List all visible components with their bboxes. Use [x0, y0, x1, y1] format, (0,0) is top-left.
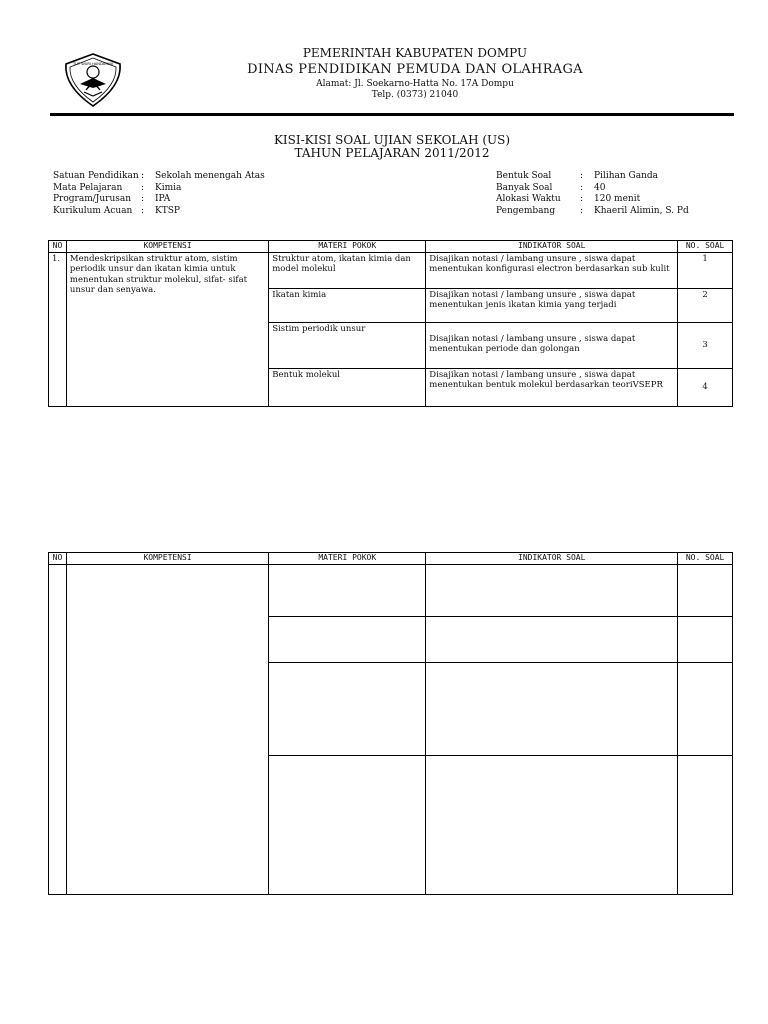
- col-header-materi: MATERI POKOK: [269, 241, 426, 253]
- cell-indikator: Disajikan notasi / lambang unsure , siswa dapat menentukan periode dan golongan: [426, 322, 678, 368]
- cell-no-soal: 4: [678, 368, 733, 406]
- info-row: [496, 206, 689, 218]
- cell-no-soal: [678, 755, 733, 894]
- cell-no-soal: 2: [678, 288, 733, 322]
- cell-no-soal: [678, 616, 733, 662]
- cell-no-soal: 1: [678, 252, 733, 288]
- col-header-materi: MATERI POKOK: [269, 553, 426, 565]
- info-key: Satuan Pendidikan: [53, 171, 139, 181]
- info-colon: :: [580, 205, 584, 216]
- cell-indikator: [426, 662, 678, 755]
- table-header-row: [49, 553, 733, 565]
- document-title: KISI-KISI SOAL UJIAN SEKOLAH (US): [273, 133, 511, 147]
- cell-materi: [269, 755, 426, 894]
- cell-materi: [269, 616, 426, 662]
- info-value: IPA: [155, 194, 171, 204]
- info-row: [496, 171, 689, 183]
- info-colon: :: [580, 194, 584, 204]
- info-value: 40: [594, 182, 606, 193]
- col-header-kompetensi: KOMPETENSI: [66, 553, 268, 565]
- cell-materi: Ikatan kimia: [269, 288, 426, 322]
- col-header-indikator: INDIKATOR SOAL: [426, 241, 678, 253]
- info-key: Mata Pelajaran: [53, 182, 123, 193]
- col-header-no-soal: NO. SOAL: [678, 553, 733, 565]
- kisi-kisi-table: [48, 240, 733, 407]
- cell-indikator: Disajikan notasi / lambang unsure , siswa dapat menentukan konfigurasi electron berdasarkan sub kulit: [426, 252, 678, 288]
- info-colon: :: [141, 194, 145, 204]
- cell-kompetensi: [66, 564, 268, 894]
- col-header-no-soal: NO. SOAL: [678, 241, 733, 253]
- cell-no-soal: [678, 662, 733, 755]
- info-colon: :: [141, 205, 145, 216]
- info-colon: :: [580, 182, 584, 193]
- svg-text:TUT WURI HANDAYANI: TUT WURI HANDAYANI: [73, 62, 113, 66]
- info-key: Bentuk Soal: [496, 171, 552, 181]
- header-department: DINAS PENDIDIKAN PEMUDA DAN OLAHRAGA: [247, 62, 583, 77]
- kisi-kisi-table-empty: [48, 552, 733, 895]
- header-divider: [50, 113, 734, 116]
- cell-indikator: Disajikan notasi / lambang unsure , siswa dapat menentukan bentuk molekul berdasarkan teoriVSEPR: [426, 368, 678, 406]
- academic-year: TAHUN PELAJARAN 2011/2012: [294, 146, 490, 160]
- table-row: [49, 252, 733, 288]
- info-row: [53, 206, 265, 218]
- info-key: Alokasi Waktu: [496, 194, 561, 204]
- info-key: Kurikulum Acuan: [53, 205, 133, 216]
- info-value: KTSP: [155, 205, 180, 216]
- info-right: [496, 171, 689, 217]
- info-row: [53, 183, 265, 195]
- cell-no-soal: [678, 564, 733, 616]
- cell-materi: [269, 564, 426, 616]
- cell-materi: [269, 662, 426, 755]
- info-row: [53, 194, 265, 206]
- cell-no: [49, 564, 67, 894]
- info-colon: :: [141, 182, 145, 193]
- cell-indikator: [426, 616, 678, 662]
- col-header-no: NO: [49, 553, 67, 565]
- info-value: Kimia: [155, 182, 182, 193]
- header-government: PEMERINTAH KABUPATEN DOMPU: [302, 46, 528, 60]
- info-value: Khaeril Alimin, S. Pd: [594, 205, 689, 216]
- info-colon: :: [141, 171, 145, 181]
- col-header-no: NO: [49, 241, 67, 253]
- header-address: Alamat: Jl. Soekarno-Hatta No. 17A Dompu: [316, 79, 514, 89]
- info-key: Banyak Soal: [496, 182, 553, 193]
- info-value: Sekolah menengah Atas: [155, 171, 265, 181]
- col-header-kompetensi: KOMPETENSI: [66, 241, 268, 253]
- info-value: Pilihan Ganda: [594, 171, 658, 181]
- cell-materi: Struktur atom, ikatan kimia dan model molekul: [269, 252, 426, 288]
- header-phone: Telp. (0373) 21040: [371, 90, 459, 100]
- info-left: [53, 171, 265, 217]
- info-row: [496, 194, 689, 206]
- info-value: 120 menit: [594, 194, 641, 204]
- cell-materi: Bentuk molekul: [269, 368, 426, 406]
- cell-indikator: Disajikan notasi / lambang unsure , siswa dapat menentukan jenis ikatan kimia yang terjadi: [426, 288, 678, 322]
- cell-indikator: [426, 564, 678, 616]
- cell-indikator: [426, 755, 678, 894]
- cell-kompetensi: Mendeskripsikan struktur atom, sistim periodik unsur dan ikatan kimia untuk menentukan struktur molekul, sifat- sifat unsur dan senyawa.: [66, 252, 268, 406]
- info-row: [53, 171, 265, 183]
- table-row: [49, 564, 733, 616]
- tut-wuri-handayani-logo: [62, 52, 124, 108]
- cell-no: 1.: [49, 252, 67, 406]
- col-header-indikator: INDIKATOR SOAL: [426, 553, 678, 565]
- table-header-row: [49, 241, 733, 253]
- cell-no-soal: 3: [678, 322, 733, 368]
- info-key: Program/Jurusan: [53, 194, 132, 204]
- cell-materi: Sistim periodik unsur: [269, 322, 426, 368]
- info-colon: :: [580, 171, 584, 181]
- info-key: Pengembang: [496, 205, 556, 216]
- info-row: [496, 183, 689, 195]
